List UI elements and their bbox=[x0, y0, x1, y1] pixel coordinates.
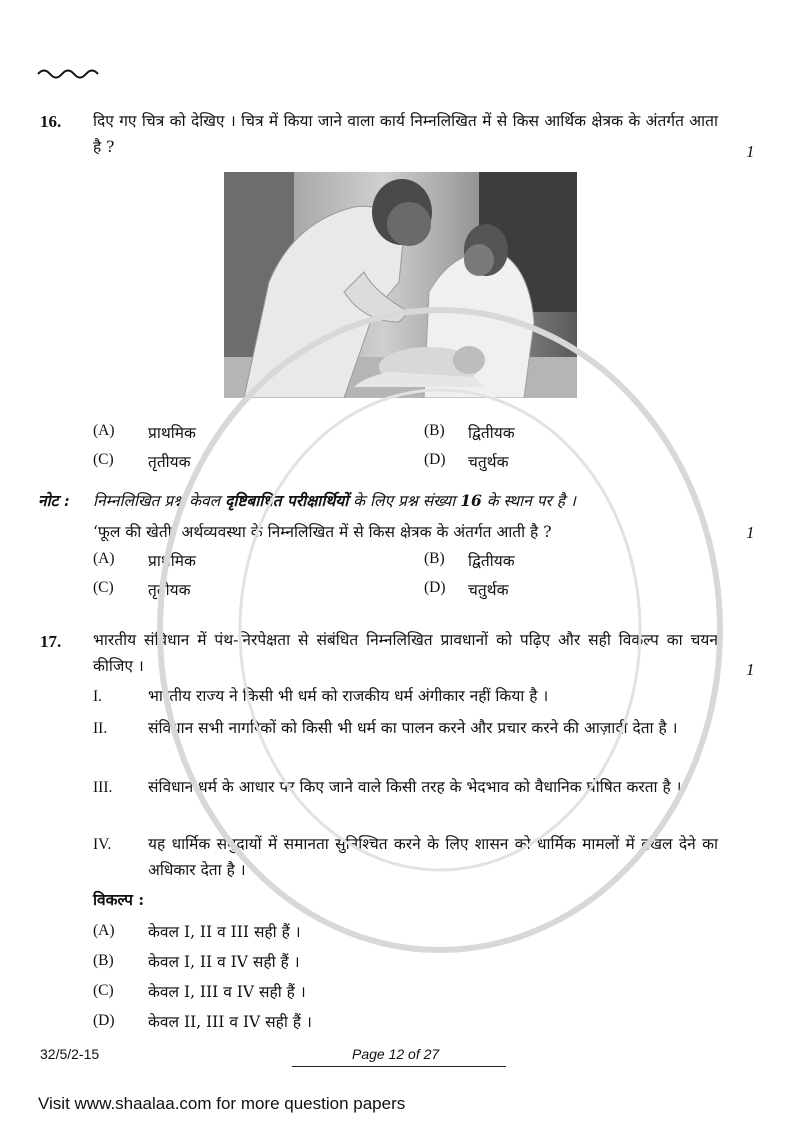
note-option-c-text: तृतीयक bbox=[148, 581, 191, 599]
footer-underline bbox=[292, 1066, 506, 1067]
q16-option-a-text: प्राथमिक bbox=[148, 424, 196, 442]
question-16-text: दिए गए चित्र को देखिए । चित्र में किया जाने वाला कार्य निम्नलिखित में से किस आर्थिक क्षेत्रक के अंतर्गत आता है ? bbox=[93, 112, 718, 156]
visit-link-text[interactable]: Visit www.shaalaa.com for more question papers bbox=[38, 1094, 406, 1113]
note-option-b-letter: (B) bbox=[424, 550, 445, 567]
page-number: Page 12 of 27 bbox=[352, 1046, 440, 1062]
note-text-bold: दृष्टिबाधित परीक्षार्थियों bbox=[225, 491, 349, 510]
statement-2-text: संविधान सभी नागरिकों को किसी भी धर्म का पालन करने और प्रचार करने की आज़ादी देता है । bbox=[148, 719, 678, 737]
question-16-marks: 1 bbox=[746, 142, 755, 161]
q16-option-d-text: चतुर्थक bbox=[468, 453, 509, 471]
question-17-number: 17. bbox=[40, 632, 62, 651]
question-17-marks: 1 bbox=[746, 660, 755, 679]
q16-option-b-letter: (B) bbox=[424, 422, 445, 439]
paper-code: 32/5/2-15 bbox=[40, 1046, 100, 1062]
note-text-pre: निम्नलिखित प्रश्न केवल bbox=[93, 492, 226, 510]
q17-option-d-letter: (D) bbox=[93, 1012, 115, 1029]
doctors-with-baby-photo bbox=[224, 172, 577, 398]
statement-1-text: भारतीय राज्य ने किसी भी धर्म को राजकीय धर्म अंगीकार नहीं किया है । bbox=[148, 687, 549, 705]
statement-2-number: II. bbox=[93, 720, 108, 737]
statement-3-number: III. bbox=[93, 779, 113, 796]
statement-4-text: यह धार्मिक समुदायों में समानता सुनिश्चित करने के लिए शासन को धार्मिक मामलों में दखल देने का अधिकार देता है । bbox=[148, 835, 718, 879]
q16-option-c-letter: (C) bbox=[93, 451, 114, 468]
options-label: विकल्प : bbox=[93, 890, 145, 909]
question-17-text: भारतीय संविधान में पंथ-निरपेक्षता से संबंधित निम्नलिखित प्रावधानों को पढ़िए और सही विकल्प का चयन कीजिए । bbox=[93, 631, 718, 675]
note-text bbox=[93, 489, 753, 511]
q17-option-a-letter: (A) bbox=[93, 922, 115, 939]
q17-option-b-text: केवल I, II व IV सही हैं । bbox=[148, 953, 300, 971]
note-text-num: 16 bbox=[460, 491, 482, 510]
q16-option-d-letter: (D) bbox=[424, 451, 446, 468]
note-option-c-letter: (C) bbox=[93, 579, 114, 596]
note-question-text: ‘फूल की खेती’ अर्थव्यवस्था के निम्नलिखित में से किस क्षेत्रक के अंतर्गत आती है ? bbox=[93, 523, 552, 541]
header-squiggle-icon bbox=[36, 66, 106, 80]
question-16-number: 16. bbox=[40, 112, 62, 131]
statement-4-number: IV. bbox=[93, 836, 112, 853]
note-option-a-text: प्राथमिक bbox=[148, 552, 196, 570]
note-option-a-letter: (A) bbox=[93, 550, 115, 567]
note-question-marks: 1 bbox=[746, 523, 755, 542]
statement-1-number: I. bbox=[93, 688, 103, 705]
q17-option-d-text: केवल II, III व IV सही हैं । bbox=[148, 1013, 312, 1031]
q16-option-c-text: तृतीयक bbox=[148, 453, 191, 471]
note-label: नोट : bbox=[38, 491, 70, 510]
note-text-mid: के लिए प्रश्न संख्या bbox=[348, 492, 461, 510]
q17-option-c-letter: (C) bbox=[93, 982, 114, 999]
statement-3-text: संविधान धर्म के आधार पर किए जाने वाले किसी तरह के भेदभाव को वैधानिक घोषित करता है । bbox=[148, 778, 682, 796]
note-option-d-text: चतुर्थक bbox=[468, 581, 509, 599]
q17-option-a-text: केवल I, II व III सही हैं । bbox=[148, 923, 301, 941]
q16-option-b-text: द्वितीयक bbox=[468, 424, 515, 442]
note-option-d-letter: (D) bbox=[424, 579, 446, 596]
q17-option-b-letter: (B) bbox=[93, 952, 114, 969]
note-text-post: के स्थान पर है । bbox=[481, 492, 576, 510]
q17-option-c-text: केवल I, III व IV सही हैं । bbox=[148, 983, 306, 1001]
q16-option-a-letter: (A) bbox=[93, 422, 115, 439]
note-option-b-text: द्वितीयक bbox=[468, 552, 515, 570]
